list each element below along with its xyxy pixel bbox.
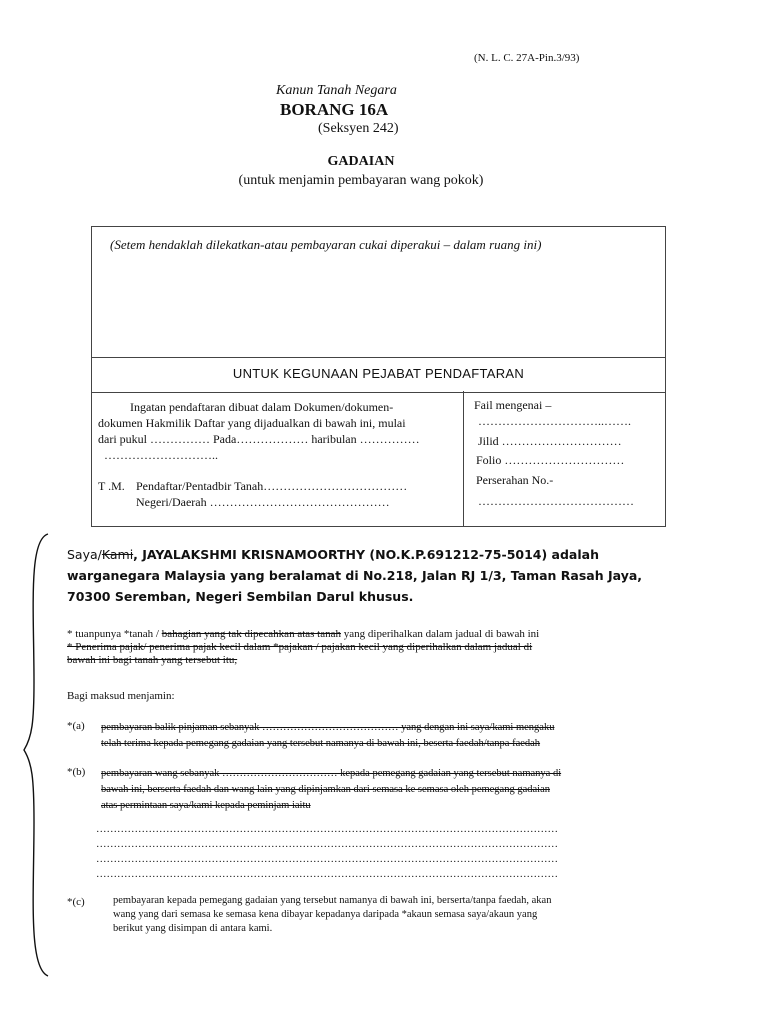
clause-c-mark: *(c) xyxy=(67,896,85,908)
perserahan-dots: ………………………………… xyxy=(478,494,634,508)
ownership-clause: * tuanpunya *tanah / bahagian yang tak dipecahkan atas tanah yang diperihalkan dalam jadual di bawah ini * Penerima pajak/ penerima pajak kecil dalam *pajakan / pajakan kecil yang diperihalkan dalam jadual di bawah ini bagi tanah yang tersebut itu, xyxy=(67,628,667,667)
perserahan-label: Perserahan No.- xyxy=(476,473,554,487)
clause-a-mark: *(a) xyxy=(67,720,85,732)
blank-lines xyxy=(96,822,656,882)
form-number: BORANG 16A xyxy=(280,100,389,119)
blank-line: …………………………………………………………………………………………………………………… xyxy=(96,854,558,865)
fail-label: Fail mengenai – xyxy=(474,398,552,412)
kami-struck: Kami xyxy=(101,547,134,562)
file-info xyxy=(474,397,664,509)
document-title: GADAIAN xyxy=(327,154,395,169)
address-line-2: 70300 Seremban, Negeri Sembilan Darul khusus. xyxy=(67,589,414,604)
clause-a-text: pembayaran balik pinjaman sebanyak ………………………………… yang dengan ini saya/kami mengaku telah terima kepada pemegang gadaian yang tersebut namanya di bawah ini, beserta faedah/tanpa faedah xyxy=(101,722,555,749)
office-heading-row xyxy=(92,357,665,393)
office-column-divider xyxy=(463,391,464,526)
blank-line: …………………………………………………………………………………………………………………… xyxy=(96,839,558,850)
mortgagor-statement xyxy=(67,544,667,607)
tm-label: T .M. xyxy=(98,479,125,493)
clause-c-text: pembayaran kepada pemegang gadaian yang tersebut namanya di bawah ini, berserta/tanpa faedah, akan wang yang dari semasa ke semasa kena dibayar kepadanya daripada *akaun semasa saya/akaun yang berikut yang disimpan di antara kami. xyxy=(113,895,552,934)
office-heading: UNTUK KEGUNAAN PEJABAT PENDAFTARAN xyxy=(232,366,525,381)
saya-label: Saya/ xyxy=(67,547,102,562)
document-subtitle: (untuk menjamin pembayaran wang pokok) xyxy=(238,173,484,188)
blank-line: …………………………………………………………………………………………………………………… xyxy=(96,824,558,835)
stamp-note: (Setem hendaklah dilekatkan-atau pembayaran cukai diperakui – dalam ruang ini) xyxy=(110,237,542,252)
clause-b-text: pembayaran wang sebanyak …………………………… kepada pemegang gadaian yang tersebut namanya di bawah ini, berserta faedah dan wang lain yang dipinjamkan dari semasa ke semasa oleh pemegang gadaian atas permintaan saya/kami kepada peminjam iaitu xyxy=(101,768,562,811)
lessee-clause-line-1: * Penerima pajak/ penerima pajak kecil dalam *pajakan / pajakan kecil yang diperihalkan dalam jadual di xyxy=(67,641,533,653)
act-title: Kanun Tanah Negara xyxy=(276,83,397,98)
purpose-heading: Bagi maksud menjamin: xyxy=(67,690,175,702)
left-brace xyxy=(22,532,52,978)
section-ref: (Seksyen 242) xyxy=(318,121,399,136)
district-line: Negeri/Daerah ……………………………………… xyxy=(136,495,390,509)
mortgagor-name: , JAYALAKSHMI KRISNAMOORTHY (NO.K.P.691212-75-5014) adalah xyxy=(133,547,599,562)
folio-line: Folio ………………………… xyxy=(476,453,625,467)
jilid-line: Jilid ………………………… xyxy=(478,434,622,448)
lessee-clause-line-2: bawah ini bagi tanah yang tersebut itu, xyxy=(67,654,238,666)
registrar-signature-line: Pendaftar/Pentadbir Tanah……………………………… xyxy=(136,479,408,493)
fail-dots: …………………………..……. xyxy=(478,414,631,428)
clause-b-mark: *(b) xyxy=(67,766,86,778)
registration-memo: Ingatan pendaftaran dibuat dalam Dokumen/dokumen- dokumen Hakmilik Daftar yang dijadualkan di bawah ini, mulai dari pukul …………… Pada……………… haribulan …………… ……………………….. xyxy=(98,400,420,462)
address-line-1: warganegara Malaysia yang beralamat di No.218, Jalan RJ 1/3, Taman Rasah Jaya, xyxy=(67,568,643,583)
blank-line: …………………………………………………………………………………………………………………… xyxy=(96,869,558,880)
stamp-office-box xyxy=(91,226,666,527)
form-reference: (N. L. C. 27A-Pin.3/93) xyxy=(474,52,580,64)
